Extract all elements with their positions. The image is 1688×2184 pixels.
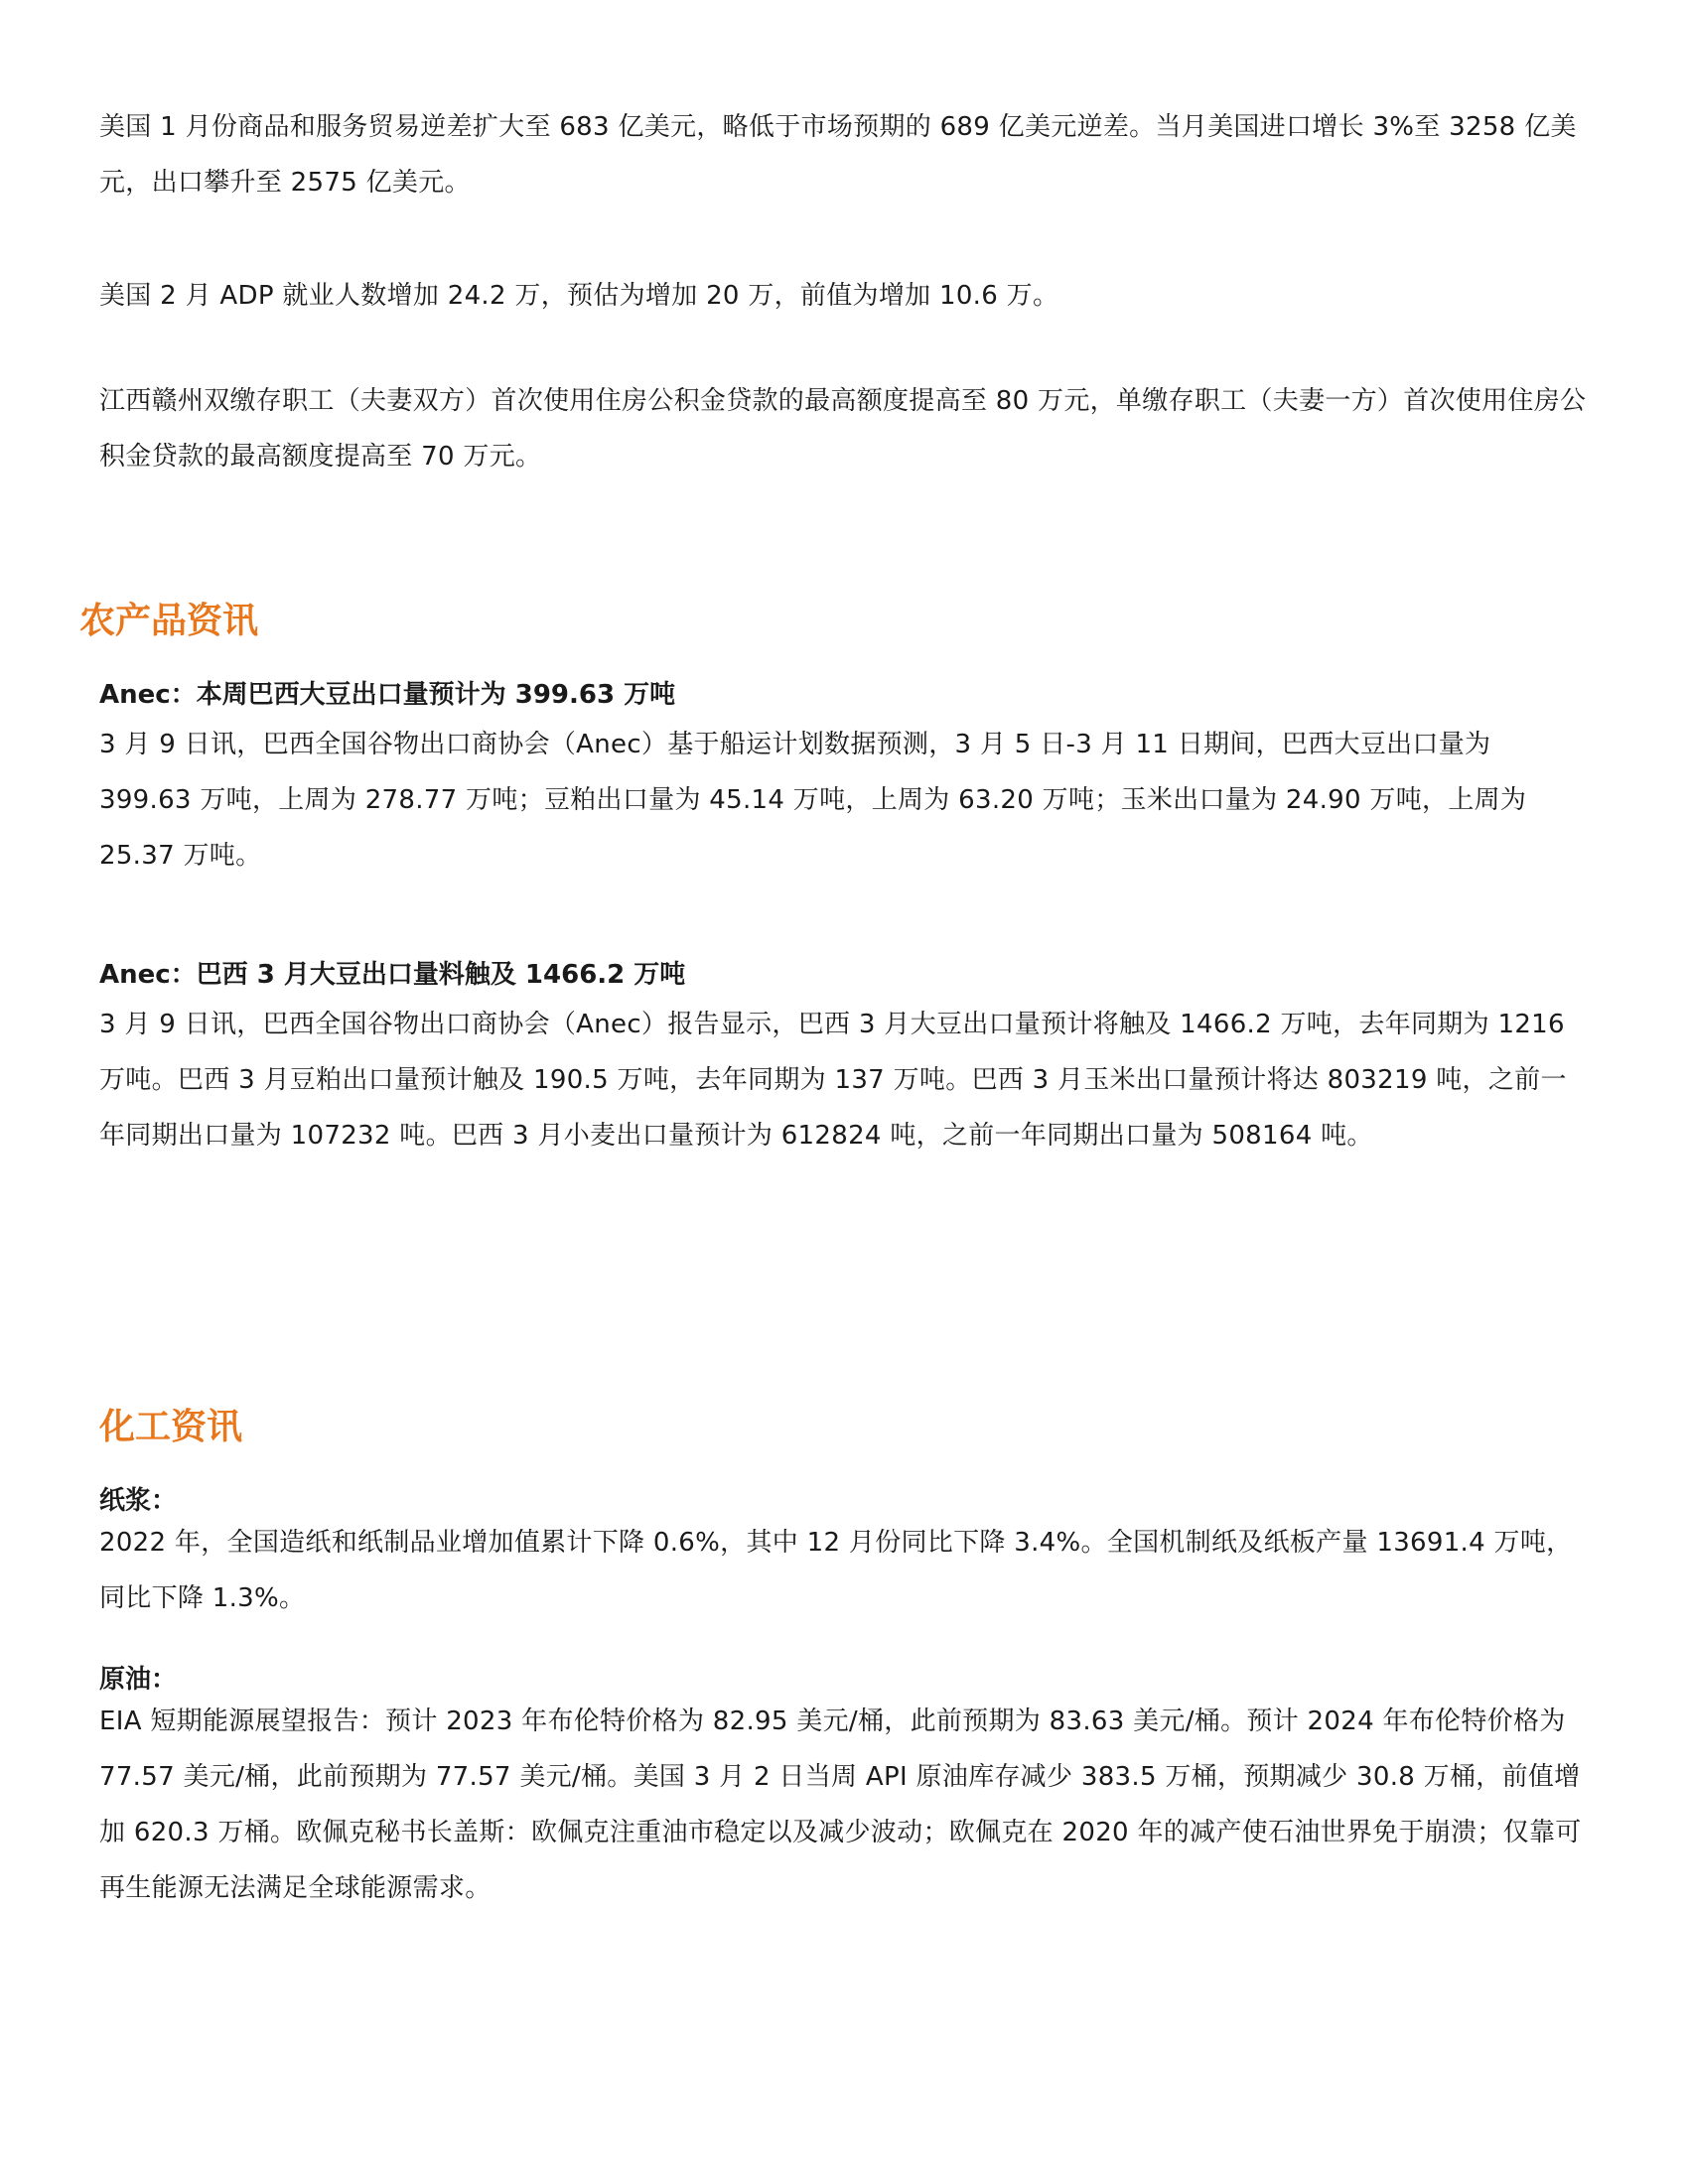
section-heading-chemical: 化工资讯 [99, 1407, 243, 1447]
agri-item-body-weekly-soy: 3 月 9 日讯，巴西全国谷物出口商协会（Anec）基于船运计划数据预测，3 月 5 日-3 月 11 日期间，巴西大豆出口量为 399.63 万吨，上周为 278.77 万吨；豆粕出口量为 45.14 万吨，上周为 63.20 万吨；玉米出口量为 24.90 万吨，上周为 25.37 万吨。 [99, 730, 1527, 871]
agri-item-title-weekly-soy: Anec：本周巴西大豆出口量预计为 399.63 万吨 [99, 680, 676, 710]
chem-item-title-pulp: 纸浆： [99, 1486, 178, 1516]
agri-item-body-march-soy: 3 月 9 日讯，巴西全国谷物出口商协会（Anec）报告显示，巴西 3 月大豆出口量预计将触及 1466.2 万吨，去年同期为 1216 万吨。巴西 3 月豆粕出口量预计触及 190.5 万吨，去年同期为 137 万吨。巴西 3 月玉米出口量预计将达 803219 吨，之前一年同期出口量为 107232 吨。巴西 3 月小麦出口量预计为 612824 吨，之前一年同期出口量为 508164 吨。 [99, 1010, 1567, 1151]
chem-item-title-crude-oil: 原油： [99, 1665, 178, 1695]
chem-item-body-crude-oil: EIA 短期能源展望报告：预计 2023 年布伦特价格为 82.95 美元/桶，此前预期为 83.63 美元/桶。预计 2024 年布伦特价格为 77.57 美元/桶，此前预期为 77.57 美元/桶。美国 3 月 2 日当周 API 原油库存减少 383.5 万桶，预期减少 30.8 万桶，前值增加 620.3 万桶。欧佩克秘书长盖斯：欧佩克注重油市稳定以及减少波动；欧佩克在 2020 年的减产使石油世界免于崩溃；仅靠可再生能源无法满足全球能源需求。 [99, 1706, 1582, 1903]
news-paragraph-adp: 美国 2 月 ADP 就业人数增加 24.2 万，预估为增加 20 万，前值为增加 10.6 万。 [99, 281, 1059, 311]
chem-item-body-pulp: 2022 年，全国造纸和纸制品业增加值累计下降 0.6%，其中 12 月份同比下降 3.4%。全国机制纸及纸板产量 13691.4 万吨，同比下降 1.3%。 [99, 1528, 1573, 1613]
section-heading-agriculture: 农产品资讯 [79, 601, 259, 641]
news-paragraph-housing-fund: 江西赣州双缴存职工（夫妻双方）首次使用住房公积金贷款的最高额度提高至 80 万元，单缴存职工（夫妻一方）首次使用住房公积金贷款的最高额度提高至 70 万元。 [99, 386, 1587, 472]
news-paragraph-trade-deficit: 美国 1 月份商品和服务贸易逆差扩大至 683 亿美元，略低于市场预期的 689 亿美元逆差。当月美国进口增长 3%至 3258 亿美元，出口攀升至 2575 亿美元。 [99, 112, 1577, 198]
agri-item-title-march-soy: Anec：巴西 3 月大豆出口量料触及 1466.2 万吨 [99, 960, 686, 990]
